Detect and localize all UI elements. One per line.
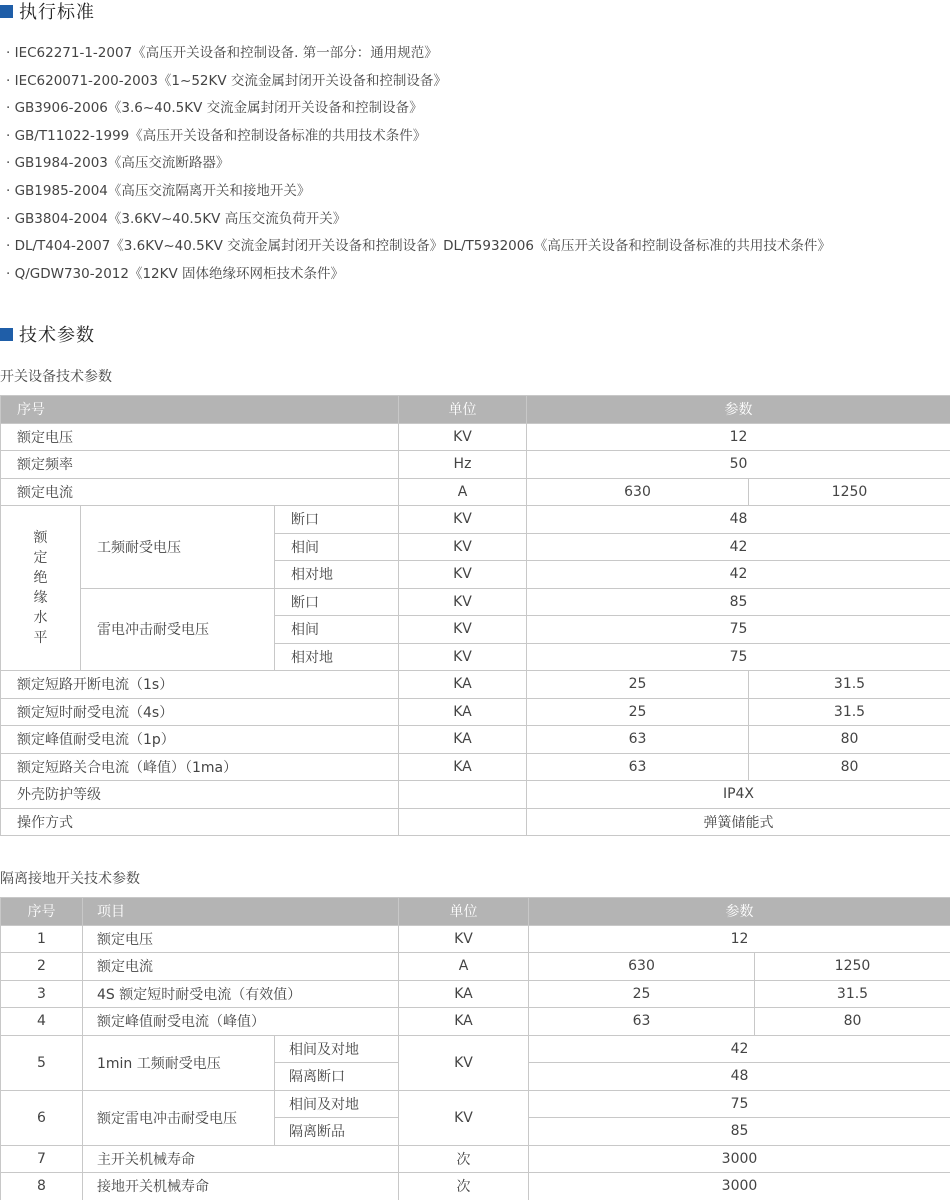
param-value: 630 <box>527 478 749 506</box>
standard-item: · GB3906-2006《3.6~40.5KV 交流金属封闭开关设备和控制设备》 <box>6 100 423 117</box>
param-value: 25 <box>527 698 749 726</box>
header-param: 参数 <box>529 898 950 926</box>
param-value: 75 <box>527 616 950 644</box>
table-row <box>1 953 950 981</box>
row-number: 8 <box>1 1173 83 1200</box>
param-value: 75 <box>529 1090 950 1118</box>
param-sub: 相对地 <box>275 561 399 589</box>
param-name: 额定雷电冲击耐受电压 <box>83 1090 275 1145</box>
table-row <box>1 451 950 479</box>
table-row <box>1 781 950 809</box>
param-unit: KV <box>399 1035 529 1090</box>
standard-item: · IEC620071-200-2003《1~52KV 交流金属封闭开关设备和控制设备》 <box>6 72 447 89</box>
insulation-level-label: 额 定 绝 缘 水 平 <box>1 506 81 671</box>
param-name: 额定峰值耐受电流（峰值） <box>83 1008 399 1036</box>
param-name: 额定电流 <box>83 953 399 981</box>
row-number: 3 <box>1 980 83 1008</box>
param-value: 弹簧储能式 <box>527 808 950 836</box>
param-unit <box>399 781 527 809</box>
param-name: 操作方式 <box>1 808 399 836</box>
param-value: 25 <box>529 980 755 1008</box>
param-value: 3000 <box>529 1145 950 1173</box>
param-sub: 相间及对地 <box>275 1090 399 1118</box>
param-value: 1250 <box>755 953 950 981</box>
param-unit: KV <box>399 588 527 616</box>
param-sub: 隔离断口 <box>275 1063 399 1091</box>
isolator-table <box>0 897 950 1200</box>
table-row <box>1 808 950 836</box>
param-value: 50 <box>527 451 950 479</box>
param-value: 42 <box>527 561 950 589</box>
param-name: 接地开关机械寿命 <box>83 1173 399 1200</box>
table-header-row <box>1 396 950 424</box>
param-unit: KA <box>399 1008 529 1036</box>
switchgear-caption: 开关设备技术参数 <box>0 369 112 385</box>
header-unit: 单位 <box>399 898 529 926</box>
param-sub: 隔离断品 <box>275 1118 399 1146</box>
param-value: 31.5 <box>749 671 950 699</box>
param-value: 31.5 <box>755 980 950 1008</box>
param-value: 80 <box>755 1008 950 1036</box>
param-sub: 相对地 <box>275 643 399 671</box>
table-row <box>1 726 950 754</box>
param-value: 63 <box>529 1008 755 1036</box>
param-name: 外壳防护等级 <box>1 781 399 809</box>
param-value: 85 <box>529 1118 950 1146</box>
standard-item: · GB1985-2004《高压交流隔离开关和接地开关》 <box>6 182 311 199</box>
param-name: 额定短路开断电流（1s） <box>1 671 399 699</box>
param-unit: KV <box>399 643 527 671</box>
param-value: 42 <box>529 1035 950 1063</box>
table-row <box>1 753 950 781</box>
param-unit: KA <box>399 698 527 726</box>
table-row <box>1 506 950 534</box>
param-value: 12 <box>529 925 950 953</box>
param-unit: A <box>399 953 529 981</box>
param-value: 63 <box>527 726 749 754</box>
param-value: 63 <box>527 753 749 781</box>
square-bullet-icon <box>0 5 13 18</box>
isolator-caption: 隔离接地开关技术参数 <box>0 871 140 887</box>
param-value: 12 <box>527 423 950 451</box>
param-sub: 相间 <box>275 616 399 644</box>
param-value: 3000 <box>529 1173 950 1200</box>
row-number: 4 <box>1 1008 83 1036</box>
param-value: 80 <box>749 726 950 754</box>
param-value: 25 <box>527 671 749 699</box>
param-unit: KV <box>399 533 527 561</box>
standard-item: · GB3804-2004《3.6KV~40.5KV 高压交流负荷开关》 <box>6 210 347 227</box>
standard-item: · DL/T404-2007《3.6KV~40.5KV 交流金属封闭开关设备和控制设备》DL/T5932006《高压开关设备和控制设备标准的共用技术条件》 <box>6 238 831 255</box>
param-sub: 相间及对地 <box>275 1035 399 1063</box>
param-sub: 断口 <box>275 588 399 616</box>
param-name: 额定电压 <box>1 423 399 451</box>
header-unit: 单位 <box>399 396 527 424</box>
row-number: 5 <box>1 1035 83 1090</box>
table-header-row <box>1 898 950 926</box>
header-param: 参数 <box>527 396 950 424</box>
row-number: 7 <box>1 1145 83 1173</box>
switchgear-table <box>0 395 950 836</box>
header-item: 项目 <box>83 898 399 926</box>
table-row <box>1 1035 950 1063</box>
param-unit: KV <box>399 616 527 644</box>
param-unit: KV <box>399 925 529 953</box>
param-unit: KV <box>399 506 527 534</box>
param-unit: KA <box>399 753 527 781</box>
table-row <box>1 423 950 451</box>
param-value: 80 <box>749 753 950 781</box>
table-row <box>1 1173 950 1200</box>
param-unit: Hz <box>399 451 527 479</box>
param-unit: KA <box>399 980 529 1008</box>
param-name: 额定峰值耐受电流（1p） <box>1 726 399 754</box>
param-unit <box>399 808 527 836</box>
param-unit: A <box>399 478 527 506</box>
param-value: 48 <box>529 1063 950 1091</box>
param-sub: 断口 <box>275 506 399 534</box>
standard-item: · GB/T11022-1999《高压开关设备和控制设备标准的共用技术条件》 <box>6 127 427 144</box>
param-value: IP4X <box>527 781 950 809</box>
param-value: 85 <box>527 588 950 616</box>
param-name: 4S 额定短时耐受电流（有效值） <box>83 980 399 1008</box>
table-row <box>1 698 950 726</box>
param-unit: KV <box>399 561 527 589</box>
table-row <box>1 588 950 616</box>
param-value: 48 <box>527 506 950 534</box>
param-unit: KV <box>399 423 527 451</box>
param-unit: 次 <box>399 1145 529 1173</box>
param-name: 额定电压 <box>83 925 399 953</box>
param-unit: KV <box>399 1090 529 1145</box>
param-value: 630 <box>529 953 755 981</box>
param-sub: 相间 <box>275 533 399 561</box>
row-number: 2 <box>1 953 83 981</box>
table-row <box>1 1008 950 1036</box>
param-name: 额定频率 <box>1 451 399 479</box>
tech-heading: 技术参数 <box>0 323 95 345</box>
param-name: 主开关机械寿命 <box>83 1145 399 1173</box>
square-bullet-icon <box>0 328 13 341</box>
param-name: 额定短时耐受电流（4s） <box>1 698 399 726</box>
power-frequency-withstand-label: 工频耐受电压 <box>81 506 275 589</box>
lightning-impulse-withstand-label: 雷电冲击耐受电压 <box>81 588 275 671</box>
table-row <box>1 671 950 699</box>
table-row <box>1 478 950 506</box>
table-row <box>1 980 950 1008</box>
header-seq: 序号 <box>1 396 399 424</box>
param-unit: KA <box>399 726 527 754</box>
table-row <box>1 1090 950 1118</box>
param-name: 额定短路关合电流（峰值）（1ma） <box>1 753 399 781</box>
param-name: 1min 工频耐受电压 <box>83 1035 275 1090</box>
standard-item: · Q/GDW730-2012《12KV 固体绝缘环网柜技术条件》 <box>6 265 345 282</box>
param-unit: KA <box>399 671 527 699</box>
param-unit: 次 <box>399 1173 529 1200</box>
standard-item: · IEC62271-1-2007《高压开关设备和控制设备. 第一部分：通用规范》 <box>6 45 438 61</box>
standards-heading: 执行标准 <box>0 0 95 22</box>
standards-list <box>0 40 950 288</box>
param-value: 31.5 <box>749 698 950 726</box>
row-number: 6 <box>1 1090 83 1145</box>
table-row <box>1 925 950 953</box>
param-value: 42 <box>527 533 950 561</box>
param-value: 1250 <box>749 478 950 506</box>
row-number: 1 <box>1 925 83 953</box>
param-name: 额定电流 <box>1 478 399 506</box>
table-row <box>1 1145 950 1173</box>
standard-item: · GB1984-2003《高压交流断路器》 <box>6 155 230 172</box>
param-value: 75 <box>527 643 950 671</box>
header-seq: 序号 <box>1 898 83 926</box>
